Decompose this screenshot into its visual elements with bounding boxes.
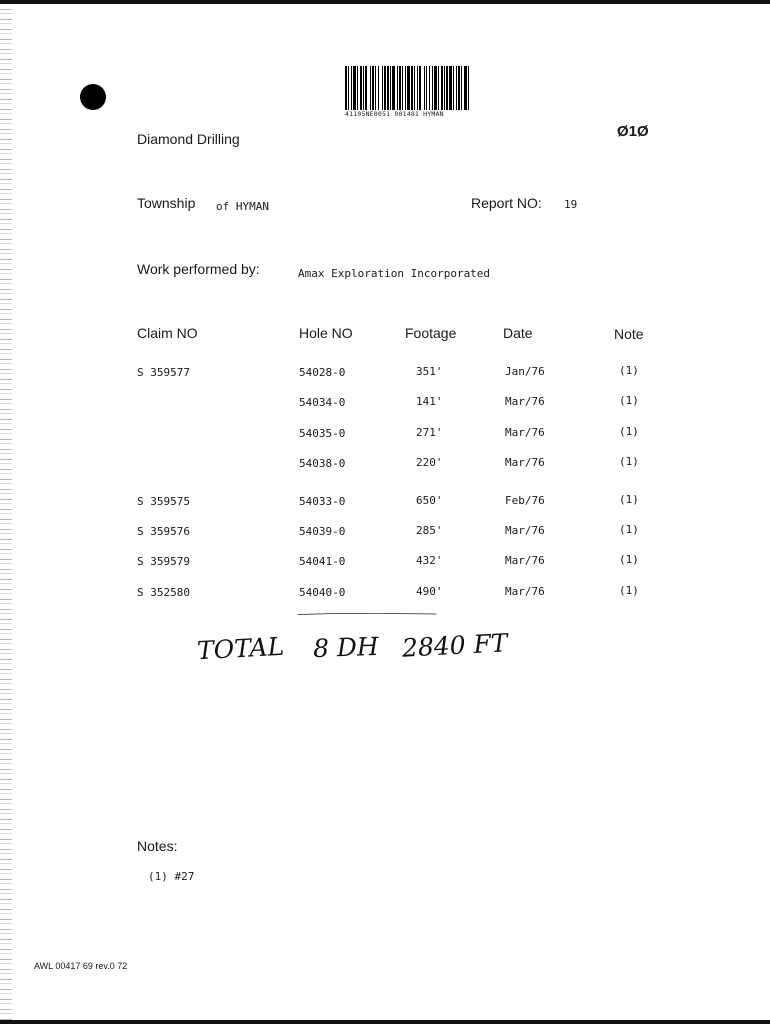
barcode-bar (382, 66, 383, 110)
form-code: AWL 00417 69 rev.0 72 (34, 961, 128, 971)
barcode-caption: 41105NE0051 001481 HYMAN (345, 110, 444, 118)
barcode-bar (399, 66, 401, 110)
cell-footage: 285' (416, 524, 443, 537)
cell-note: (1) (619, 364, 639, 377)
barcode-bars (345, 66, 563, 110)
barcode-bar (351, 66, 352, 110)
handwritten-total-holes: 8 DH (312, 631, 380, 664)
cell-note: (1) (619, 523, 639, 536)
cell-date: Mar/76 (505, 524, 545, 537)
barcode-bar (419, 66, 421, 110)
barcode-bar (363, 66, 364, 110)
scan-bottom-edge (0, 1020, 770, 1024)
handwritten-total-feet: 2840 FT (401, 628, 509, 663)
barcode-bar (378, 66, 379, 110)
report-number: 19 (564, 198, 578, 211)
barcode-bar (390, 66, 391, 110)
cell-hole: 54035-0 (299, 427, 346, 440)
barcode-bar (397, 66, 398, 110)
cell-footage: 220' (416, 456, 443, 469)
cell-note: (1) (619, 553, 639, 566)
barcode-bar (387, 66, 389, 110)
scan-top-edge (0, 0, 770, 4)
document-barcode (345, 66, 563, 118)
barcode-bar (370, 66, 371, 110)
barcode-bar (468, 66, 469, 110)
barcode-bar (424, 66, 425, 110)
notes-label: Notes: (137, 838, 178, 854)
cell-date: Feb/76 (505, 494, 545, 507)
barcode-bar (438, 66, 439, 110)
barcode-bar (446, 66, 448, 110)
scan-left-edge (0, 0, 12, 1024)
cell-note: (1) (619, 425, 639, 438)
barcode-bar (458, 66, 460, 110)
barcode-bar (375, 66, 376, 110)
total-underline (228, 613, 506, 615)
handwritten-total-label: TOTAL (196, 631, 285, 666)
cell-date: Mar/76 (505, 395, 545, 408)
cell-claim: S 359577 (137, 366, 190, 379)
barcode-bar (434, 66, 437, 110)
township-value: of HYMAN (216, 200, 269, 213)
column-header-note: Note (614, 326, 644, 342)
barcode-bar (411, 66, 413, 110)
barcode-bar (345, 66, 347, 110)
barcode-bar (372, 66, 374, 110)
cell-hole: 54041-0 (299, 555, 346, 568)
cell-footage: 432' (416, 554, 443, 567)
barcode-bar (426, 66, 427, 110)
column-header-claim: Claim NO (137, 325, 198, 341)
barcode-bar (429, 66, 430, 110)
cell-hole: 54039-0 (299, 525, 346, 538)
cell-date: Mar/76 (505, 585, 545, 598)
cell-date: Jan/76 (505, 365, 545, 378)
cell-note: (1) (619, 394, 639, 407)
work-performed-value: Amax Exploration Incorporated (298, 267, 491, 280)
cell-date: Mar/76 (505, 456, 545, 469)
barcode-bar (453, 66, 454, 110)
barcode-bar (417, 66, 418, 110)
barcode-bar (348, 66, 349, 110)
barcode-bar (360, 66, 362, 110)
cell-claim: S 352580 (137, 586, 190, 599)
cell-footage: 490' (416, 585, 443, 598)
cell-hole: 54028-0 (299, 366, 346, 379)
barcode-bar (414, 66, 415, 110)
cell-date: Mar/76 (505, 554, 545, 567)
barcode-bar (365, 66, 367, 110)
barcode-bar (456, 66, 457, 110)
cell-note: (1) (619, 455, 639, 468)
cell-hole: 54038-0 (299, 457, 346, 470)
barcode-bar (444, 66, 445, 110)
punch-hole (80, 84, 106, 110)
barcode-bar (407, 66, 410, 110)
barcode-bar (441, 66, 443, 110)
column-header-footage: Footage (405, 325, 457, 341)
cell-claim: S 359575 (137, 495, 190, 508)
barcode-bar (392, 66, 395, 110)
cell-note: (1) (619, 493, 639, 506)
barcode-bar (464, 66, 467, 110)
barcode-bar (405, 66, 406, 110)
cell-claim: S 359579 (137, 555, 190, 568)
barcode-bar (353, 66, 356, 110)
cell-footage: 650' (416, 494, 443, 507)
cell-footage: 351' (416, 365, 443, 378)
report-label: Report NO: (471, 195, 542, 211)
work-performed-label: Work performed by: (137, 261, 260, 277)
barcode-bar (432, 66, 433, 110)
document-title: Diamond Drilling (137, 131, 240, 147)
cell-hole: 54033-0 (299, 495, 346, 508)
cell-hole: 54040-0 (299, 586, 346, 599)
corner-code: Ø1Ø (617, 123, 649, 140)
township-label: Township (137, 195, 196, 211)
note-entry: (1) #27 (148, 870, 195, 883)
barcode-bar (384, 66, 386, 110)
cell-footage: 271' (416, 426, 443, 439)
cell-date: Mar/76 (505, 426, 545, 439)
cell-hole: 54034-0 (299, 396, 346, 409)
barcode-bar (402, 66, 403, 110)
cell-footage: 141' (416, 395, 443, 408)
column-header-hole: Hole NO (299, 325, 353, 341)
cell-note: (1) (619, 584, 639, 597)
column-header-date: Date (503, 325, 533, 341)
barcode-bar (449, 66, 452, 110)
barcode-bar (461, 66, 462, 110)
cell-claim: S 359576 (137, 525, 190, 538)
barcode-bar (357, 66, 358, 110)
